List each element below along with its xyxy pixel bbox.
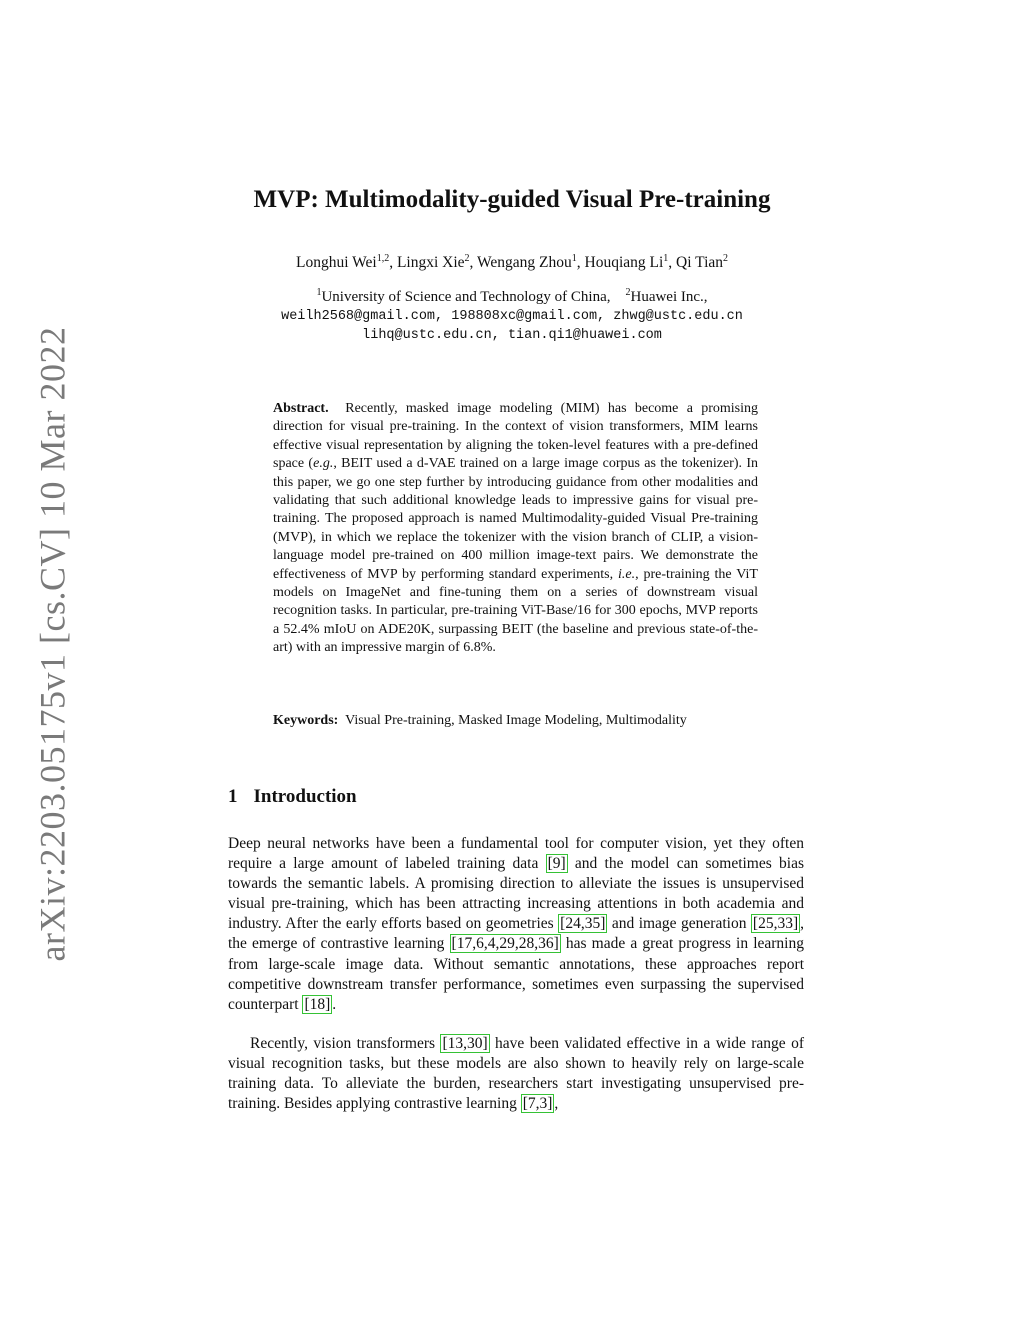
section-heading [228, 786, 357, 808]
author-affil-index: 2 [464, 252, 470, 264]
affiliation-huawei: Huawei Inc., [630, 289, 708, 305]
intro-paragraph-2: Recently, vision transformers [13,30] have been validated effective in a wide range of visual recognition tasks, but these models are also shown to heavily rely on large-scale training data. To alleviate the burden, researchers start investigating unsupervised pre-training. Besides applying contrastive learning [7,3] , [228, 1035, 805, 1113]
citation-link[interactable]: [25,33] [752, 915, 799, 933]
citation-link[interactable]: [7,3] [522, 1095, 553, 1113]
paper-title: MVP: Multimodality-guided Visual Pre-training [253, 186, 771, 213]
section-number: 1 [228, 786, 238, 807]
keywords [273, 712, 758, 730]
citation-link[interactable]: [18] [304, 995, 331, 1013]
author-name: Lingxi Xie [396, 254, 465, 271]
affiliations [0, 288, 1024, 345]
affiliation-ustc: University of Science and Technology of China, [321, 289, 611, 305]
citation-link[interactable]: [13,30] [442, 1035, 488, 1052]
author-name: Wengang Zhou [477, 254, 572, 271]
citation-link[interactable]: [17,6,4,29,28,36] [451, 935, 559, 953]
section-title: Introduction [253, 786, 357, 807]
affiliation-line: $^1$University of Science and Technology of China, $^2$Huawei Inc., [316, 287, 708, 305]
author-name: Longhui Wei [295, 254, 377, 271]
keywords-text: Visual Pre-training, Masked Image Modeling, Multimodality [345, 713, 687, 728]
email-line-2[interactable]: lihq@ustc.edu.cn, tian.qi1@huawei.com [362, 328, 662, 343]
author-affil-index: 1,2 [376, 252, 390, 264]
citation-link[interactable]: [24,35] [560, 915, 606, 933]
abstract: Abstract. Recently, masked image modeling (MIM) has become a promising direction for visual pre-training. In the context of vision transformers, MIM learns effective visual representation by aligning the token-level features with a pre-defined space (e.g., BEIT used a d-VAE trained on a large image corpus as the tokenizer). In this paper, we go one step further by introducing guidance from other modalities and validating that such additional knowledge leads to impressive gains for visual pre-training. The proposed approach is named Multimodality-guided Visual Pre-training (MVP), in which we replace the tokenizer with the vision branch of CLIP, a vision-language model pre-trained on 400 million image-text pairs. We demonstrate the effectiveness of MVP by performing standard experiments, i.e., pre-training the ViT models on ImageNet and fine-tuning them on a series of downstream visual recognition tasks. In particular, pre-training ViT-Base/16 for 300 epochs, MVP reports a 52.4% mIoU on ADE20K, surpassing BEIT (the baseline and previous state-of-the-art) with an impressive margin of 6.8%. [273, 401, 758, 656]
email-line-1[interactable]: weilh2568@gmail.com, 198808xc@gmail.com, zhwg@ustc.edu.cn [281, 309, 743, 324]
author-affil-index: 2 [723, 252, 729, 264]
author-name: Houqiang Li [584, 254, 664, 271]
author-list: Longhui Wei$^{1,2}$, Lingxi Xie$^2$, Wengang Zhou$^1$, Houqiang Li$^1$, Qi Tian$^2$ [295, 252, 729, 271]
abstract-label: Abstract. [273, 401, 329, 416]
keywords-label: Keywords: [273, 713, 339, 728]
author-name: Qi Tian [676, 254, 724, 271]
author-affil-index: 1 [663, 252, 669, 264]
arxiv-stamp [30, 326, 74, 961]
author-affil-index: 1 [571, 252, 577, 264]
arxiv-stamp-text: arXiv:2203.05175v1 [cs.CV] 10 Mar 2022 [32, 326, 73, 961]
intro-paragraph-1: Deep neural networks have been a fundamental tool for computer vision, yet they often require a large amount of labeled training data [9] and the model can sometimes bias towards the semantic labels. A promising direction to alleviate the issues is unsupervised visual pre-training, which has been attracting increasing attentions in both academia and industry. After the early efforts based on geometries [24,35] and image generation [25,33] , the emerge of contrastive learning [17,6,4,29,28,36] has made a great progress in learning from large-scale image data. Without semantic annotations, these approaches report competitive downstream transfer performance, sometimes even surpassing the supervised counterpart [18] . [228, 835, 804, 1013]
citation-link[interactable]: [9] [547, 855, 566, 873]
